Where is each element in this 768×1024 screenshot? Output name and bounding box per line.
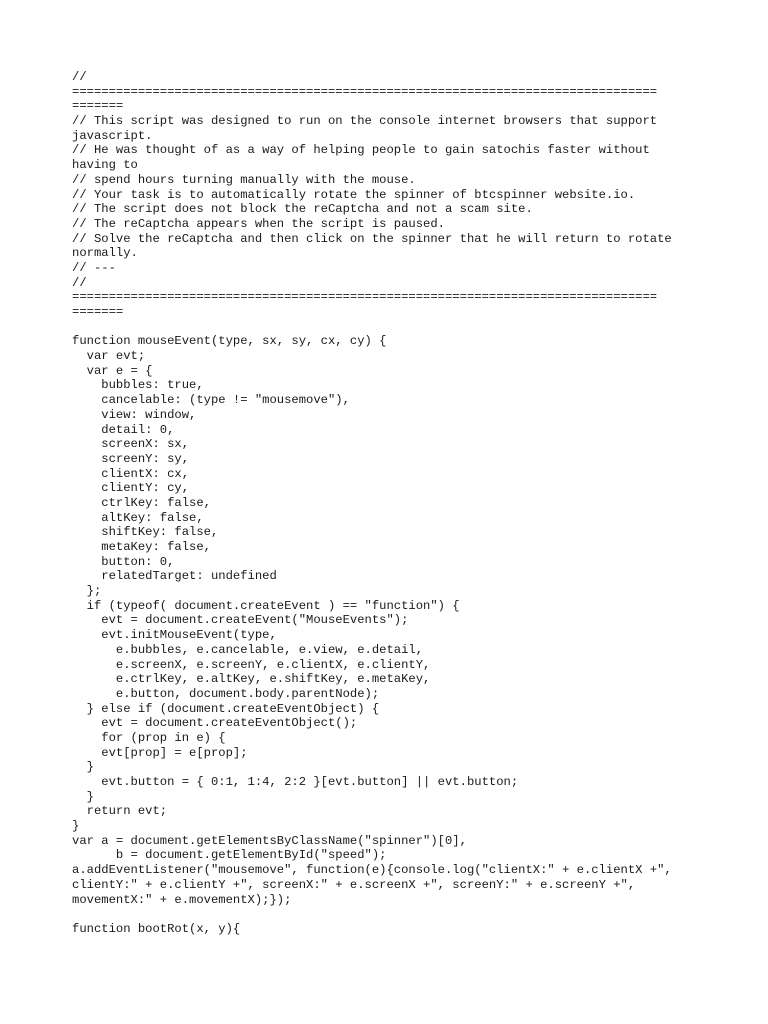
code-line: return evt; [72, 804, 168, 819]
code-line: } [72, 760, 94, 775]
code-line: // The script does not block the reCaptcha and not a scam site. [72, 202, 533, 217]
code-line: for (prop in e) { [72, 730, 226, 745]
code-line: } [72, 789, 94, 804]
code-line: movementX:" + e.movementX);}); [72, 892, 292, 907]
code-line: e.screenX, e.screenY, e.clientX, e.clientY, [72, 657, 431, 672]
code-line: detail: 0, [72, 422, 175, 437]
code-line: a.addEventListener("mousemove", function(e){console.log("clientX:" + e.clientX +", [72, 863, 672, 878]
code-line: function bootRot(x, y){ [72, 921, 241, 936]
code-line: evt.initMouseEvent(type, [72, 628, 277, 643]
code-line: ctrlKey: false, [72, 495, 211, 510]
code-line: } else if (document.createEventObject) { [72, 701, 380, 716]
code-line: // [72, 275, 87, 290]
code-line: button: 0, [72, 554, 175, 569]
code-line: // spend hours turning manually with the mouse. [72, 172, 416, 187]
code-line [72, 320, 698, 335]
code-line: ======= [72, 305, 124, 319]
code-line [72, 907, 698, 922]
code-line: evt = document.createEvent("MouseEvents"); [72, 613, 409, 628]
code-line: altKey: false, [72, 510, 204, 525]
code-line: var evt; [72, 349, 146, 364]
code-line: e.ctrlKey, e.altKey, e.shiftKey, e.metaKey, [72, 672, 431, 687]
code-line: ======= [72, 99, 124, 114]
code-line: if (typeof( document.createEvent ) == "function") { [72, 598, 460, 613]
code-line: b = document.getElementById("speed"); [72, 848, 387, 863]
code-line: // He was thought of as a way of helping people to gain satochis faster without [72, 143, 650, 158]
code-line: javascript. [72, 128, 153, 143]
code-line: shiftKey: false, [72, 525, 219, 540]
code-line: // Your task is to automatically rotate the spinner of btcspinner website.io. [72, 187, 636, 202]
code-line: function mouseEvent(type, sx, sy, cx, cy) { [72, 334, 387, 349]
code-line: clientY:" + e.clientY +", screenX:" + e.screenX +", screenY:" + e.screenY +", [72, 877, 636, 892]
code-line: relatedTarget: undefined [72, 569, 277, 584]
code-line: // This script was designed to run on the console internet browsers that support [72, 114, 658, 129]
code-line: metaKey: false, [72, 540, 211, 554]
code-line: clientY: cy, [72, 481, 190, 496]
code-line: }; [72, 584, 102, 599]
code-line: } [72, 819, 80, 834]
code-line: // [72, 70, 87, 84]
code-line: // --- [72, 260, 116, 275]
code-line: normally. [72, 246, 138, 261]
code-line: // The reCaptcha appears when the script is paused. [72, 216, 445, 231]
code-line: screenY: sy, [72, 451, 190, 466]
code-line: evt[prop] = e[prop]; [72, 745, 248, 760]
code-line: // Solve the reCaptcha and then click on the spinner that he will return to rotate [72, 231, 672, 246]
code-line: screenX: sx, [72, 437, 190, 452]
code-line: clientX: cx, [72, 466, 190, 481]
code-line: var a = document.getElementsByClassName("spinner")[0], [72, 833, 467, 848]
code-line: e.bubbles, e.cancelable, e.view, e.detail, [72, 642, 424, 657]
code-line: var e = { [72, 363, 153, 378]
code-line: evt = document.createEventObject(); [72, 716, 358, 731]
code-line: bubbles: true, [72, 378, 204, 393]
code-line: ================================================================================ [72, 290, 658, 305]
code-line: view: window, [72, 407, 197, 422]
code-line: evt.button = { 0:1, 1:4, 2:2 }[evt.button] || evt.button; [72, 775, 519, 789]
code-line: cancelable: (type != "mousemove"), [72, 393, 350, 408]
code-listing [72, 70, 698, 937]
code-line: ================================================================================ [72, 84, 658, 99]
code-line: having to [72, 158, 138, 173]
code-line: e.button, document.body.parentNode); [72, 686, 380, 701]
